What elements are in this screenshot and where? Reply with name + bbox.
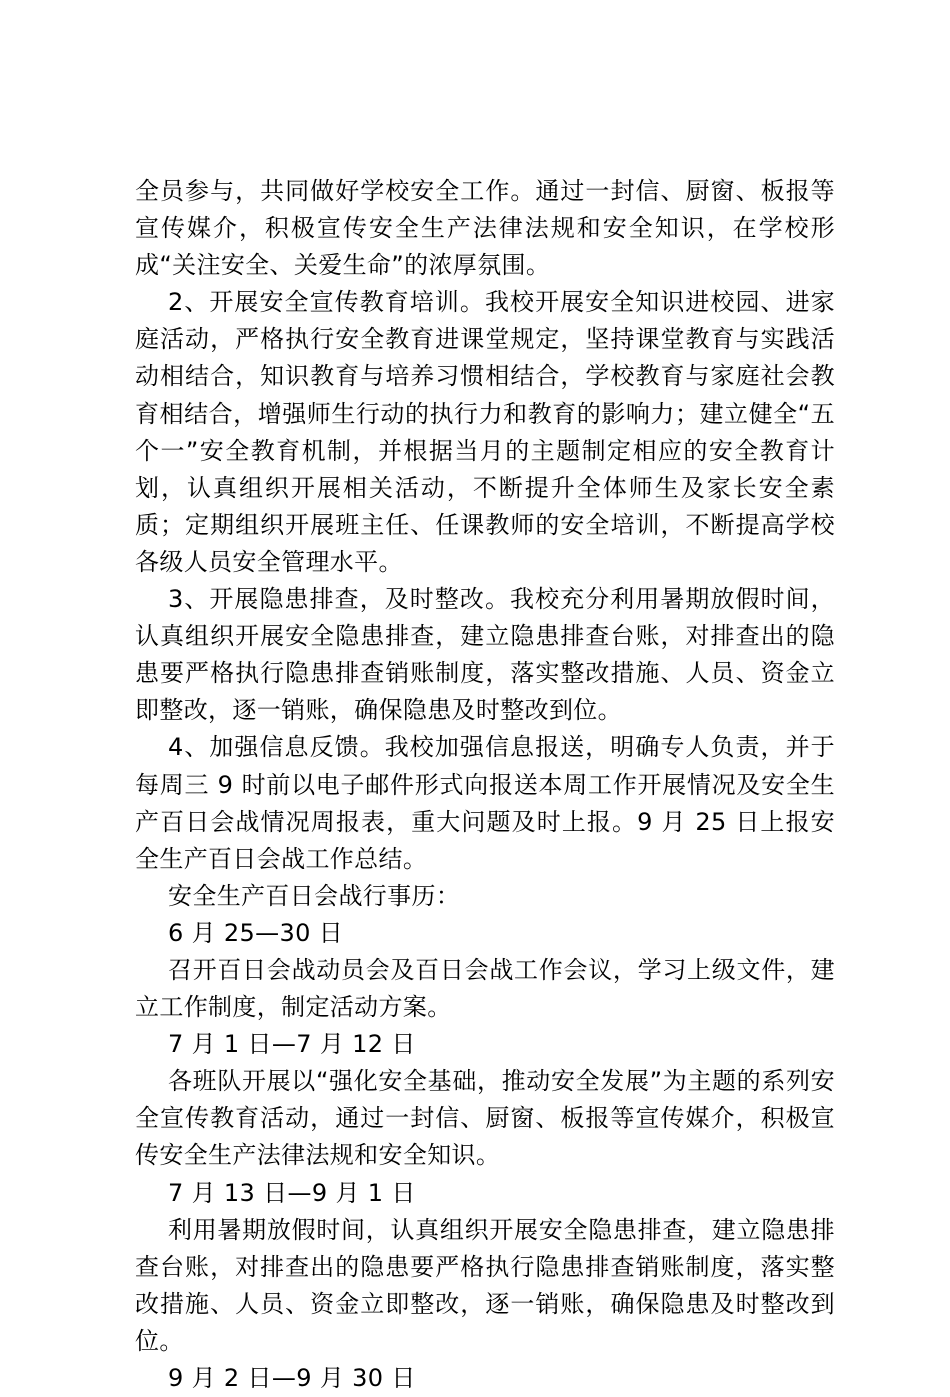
schedule-date-1: 6 月 25—30 日: [168, 918, 344, 947]
schedule-date-2: 7 月 1 日—7 月 12 日: [168, 1030, 416, 1059]
schedule-entry-3: 利用暑期放假时间，认真组织开展安全隐患排查，建立隐患排查台账，对排查出的隐患要严格执行隐患排查销账制度，落实整改措施、人员、资金立即整改，逐一销账，确保隐患及时整改到位。: [135, 1215, 835, 1355]
schedule-entry-1: 召开百日会战动员会及百日会战工作会议，学习上级文件，建立工作制度，制定活动方案。: [135, 955, 835, 1022]
schedule-date-3: 7 月 13 日—9 月 1 日: [168, 1178, 416, 1207]
paragraph-item-2: 2、开展安全宣传教育培训。我校开展安全知识进校园、进家庭活动，严格执行安全教育进课堂规定，坚持课堂教育与实践活动相结合，知识教育与培养习惯相结合，学校教育与家庭社会教育相结合，增强师生行动的执行力和教育的影响力；建立健全“五个一”安全教育机制，并根据当月的主题制定相应的安全教育计划，认真组织开展相关活动，不断提升全体师生及家长安全素质；定期组织开展班主任、任课教师的安全培训，不断提高学校各级人员安全管理水平。: [135, 288, 835, 576]
paragraph-continuation: 全员参与，共同做好学校安全工作。通过一封信、厨窗、板报等宣传媒介，积极宣传安全生产法律法规和安全知识，在学校形成“关注安全、关爱生命”的浓厚氛围。: [135, 177, 835, 280]
schedule-entry-2: 各班队开展以“强化安全基础，推动安全发展”为主题的系列安全宣传教育活动，通过一封信、厨窗、板报等宣传媒介，积极宣传安全生产法律法规和安全知识。: [135, 1067, 835, 1170]
paragraph-item-4: 4、加强信息反馈。我校加强信息报送，明确专人负责，并于每周三 9 时前以电子邮件形式向报送本周工作开展情况及安全生产百日会战情况周报表，重大问题及时上报。9 月 25 日上报安全生产百日会战工作总结。: [135, 733, 835, 873]
schedule-heading: 安全生产百日会战行事历：: [168, 881, 461, 910]
paragraph-item-3: 3、开展隐患排查，及时整改。我校充分利用暑期放假时间，认真组织开展安全隐患排查，建立隐患排查台账，对排查出的隐患要严格执行隐患排查销账制度，落实整改措施、人员、资金立即整改，逐一销账，确保隐患及时整改到位。: [135, 585, 835, 725]
document-body: [135, 173, 835, 1397]
schedule-date-4: 9 月 2 日—9 月 30 日: [168, 1364, 416, 1392]
